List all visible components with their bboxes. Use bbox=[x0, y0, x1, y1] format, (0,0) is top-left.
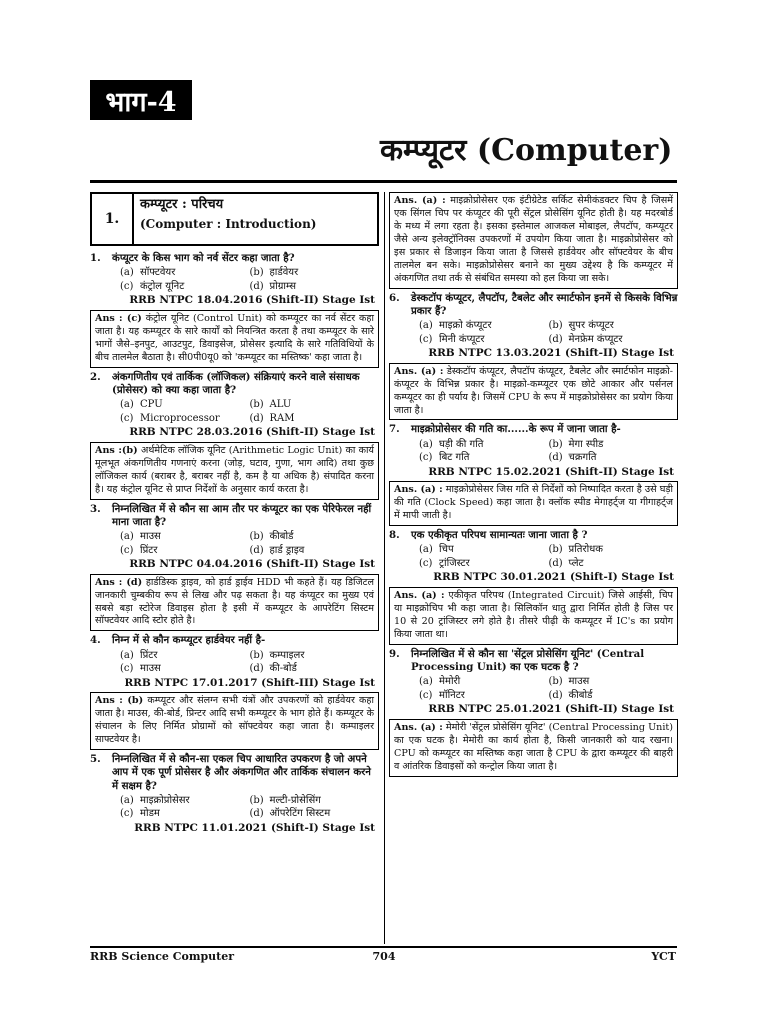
option-key: (a) bbox=[120, 649, 134, 661]
answer-text: कंट्रोल यूनिट (Control Unit) को कम्प्यूटर का नर्व सेंटर कहा जाता है। यह कम्प्यूटर के सारे कार्यों को नियन्त्रित करता है तथा कम्प्यूटर के सारे भागों जैसे–इनपुट, आउटपुट, डिवाइसेज, प्रोसेसर इत्यादि के सारे गतिविधियों के बीच तालमेल बैठाता है। सी0पी0यू0 को 'कम्प्यूटर का मस्तिष्क' कहा जाता है। bbox=[95, 312, 375, 363]
option-key: (a) bbox=[419, 676, 433, 688]
answer-option bbox=[419, 319, 549, 333]
answer-option bbox=[250, 794, 380, 808]
question-text: एक एकीकृत परिपथ सामान्यतः जाना जाता है ? bbox=[411, 529, 588, 542]
answer-option bbox=[120, 412, 250, 426]
answer-explanation bbox=[90, 310, 379, 368]
answer-options bbox=[389, 543, 678, 570]
answer-text: एकीकृत परिपथ (Integrated Circuit) जिसे आईसी, चिप या माइक्रोचिप भी कहा जाता है। सिलिकॉन धातु द्वारा निर्मित होती है जिस पर 10 से 20 ट्रांजिस्टर लगे होते है। तीसरे पीढ़ी के कम्प्यूटर में IC's का प्रयोग किया जाता था। bbox=[394, 590, 673, 640]
question-text: अंकगणितीय एवं तार्किक (लॉजिकल) संक्रियाएं करने वाले संसाधक (प्रोसेसर) को क्या कहा जाता है? bbox=[112, 370, 360, 396]
answer-label: Ans : (b) bbox=[95, 695, 144, 707]
answer-options bbox=[389, 319, 678, 346]
answer-option bbox=[549, 438, 679, 452]
right-column bbox=[389, 192, 678, 944]
question-text: निम्नलिखित में से कौन-सा एकल चिप आधारित उपकरण है जो अपने आप में एक पूर्ण प्रोसेसर है और अंकगणित और तार्किक संचालन करने में सक्षम है? bbox=[112, 753, 371, 792]
answer-option bbox=[549, 333, 679, 347]
question-number: 8. bbox=[389, 529, 400, 542]
question bbox=[90, 503, 379, 530]
option-key: (b) bbox=[249, 531, 264, 543]
answer-explanation bbox=[90, 574, 379, 632]
option-text: कीबोर्ड bbox=[568, 689, 593, 701]
answer-label: Ans. (a) : bbox=[394, 484, 443, 496]
option-key: (d) bbox=[249, 280, 264, 292]
option-key: (b) bbox=[548, 438, 563, 450]
question-number: 4. bbox=[90, 634, 101, 647]
option-key: (d) bbox=[548, 689, 563, 701]
question-number: 9. bbox=[389, 647, 400, 660]
footer-page-number: 704 bbox=[372, 950, 396, 963]
answer-option bbox=[120, 807, 250, 821]
option-text: मिनी कंप्यूटर bbox=[439, 333, 485, 345]
option-text: चिप bbox=[439, 544, 454, 556]
option-text: प्रतिरोधक bbox=[568, 544, 603, 556]
option-text: माउस bbox=[568, 676, 590, 688]
option-text: माइक्रो कंप्यूटर bbox=[439, 320, 492, 332]
option-text: RAM bbox=[269, 412, 295, 424]
option-text: कंट्रोल यूनिट bbox=[140, 280, 185, 292]
answer-options bbox=[90, 266, 379, 293]
option-key: (b) bbox=[249, 794, 264, 806]
option-key: (a) bbox=[120, 794, 134, 806]
option-key: (c) bbox=[419, 333, 433, 345]
exam-reference: RRB NTPC 30.01.2021 (Shift-I) Stage Ist bbox=[433, 571, 674, 584]
question bbox=[389, 423, 678, 436]
option-key: (b) bbox=[548, 320, 563, 332]
answer-option bbox=[549, 689, 679, 703]
answer-option bbox=[120, 662, 250, 676]
answer-options bbox=[389, 675, 678, 702]
answer-label: Ans. (a) : bbox=[394, 195, 446, 206]
answer-explanation bbox=[389, 481, 678, 526]
option-text: CPU bbox=[140, 399, 163, 411]
question-text: निम्नलिखित में से कौन सा आम तौर पर कंप्यूटर का एक पेरिफेरल नहीं माना जाता है? bbox=[112, 502, 372, 528]
option-text: हार्ड ड्राइव bbox=[269, 544, 305, 556]
answer-text: मेमोरी 'सेंट्रल प्रोसेसिंग यूनिट' (Central Processing Unit) का एक घटक है। मेमोरी का कार्य होता है, किसी जानकारी को याद रखना। CPU को कम्प्यूटर का मस्तिष्क कहा जाता है CPU के द्वारा कम्प्यूटर की बाहरी व आंतरिक डिवाइसों को कन्ट्रोल किया जाता है। bbox=[394, 721, 673, 772]
option-text: घड़ी की गति bbox=[439, 438, 484, 450]
answer-option bbox=[250, 544, 380, 558]
option-key: (b) bbox=[249, 649, 264, 661]
option-key: (c) bbox=[120, 663, 134, 675]
answer-option bbox=[419, 438, 549, 452]
answer-option bbox=[419, 333, 549, 347]
option-text: की-बोर्ड bbox=[269, 663, 297, 675]
exam-reference: RRB NTPC 11.01.2021 (Shift-I) Stage Ist bbox=[134, 821, 375, 834]
answer-text: कम्प्यूटर और संलग्न सभी यंत्रों और उपकरणों को हार्डवेयर कहा जाता है। माउस, की-बोर्ड, प्रिन्टर आदि सभी कम्प्यूटर के भाग होते हैं। कम्प्यूटर के संचालन के लिए निर्मित प्रोग्रामों को सॉफ्टवेयर कहा जाता है। कम्पाइलर साफ्टवेयर है। bbox=[95, 695, 375, 746]
answer-label: Ans : (d) bbox=[95, 576, 143, 588]
option-key: (b) bbox=[249, 399, 264, 411]
section-title bbox=[134, 194, 377, 244]
answer-label: Ans. (a) : bbox=[394, 721, 443, 733]
option-text: सुपर कंप्यूटर bbox=[568, 320, 614, 332]
option-key: (d) bbox=[249, 808, 264, 820]
left-column bbox=[90, 192, 379, 944]
answer-explanation bbox=[90, 692, 379, 750]
answer-option bbox=[250, 412, 380, 426]
exam-reference: RRB NTPC 13.03.2021 (Shift-II) Stage Ist bbox=[428, 347, 674, 360]
option-key: (c) bbox=[120, 412, 134, 424]
question-text: माइक्रोप्रोसेसर की गति का......के रूप में जाना जाता है- bbox=[411, 423, 621, 436]
answer-option bbox=[250, 662, 380, 676]
question-number: 7. bbox=[389, 423, 400, 436]
option-text: कीबोर्ड bbox=[269, 531, 294, 543]
section-number: 1. bbox=[92, 194, 134, 244]
option-key: (c) bbox=[419, 689, 433, 701]
part-badge: भाग-4 bbox=[90, 80, 192, 120]
question-text: निम्न में से कौन कम्प्यूटर हार्डवेयर नहीं है- bbox=[112, 634, 266, 647]
option-key: (a) bbox=[120, 267, 134, 279]
answer-label: Ans. (a) : bbox=[394, 365, 444, 377]
question bbox=[90, 252, 379, 265]
answer-options bbox=[389, 438, 678, 465]
option-key: (a) bbox=[419, 544, 433, 556]
answer-option bbox=[419, 543, 549, 557]
answer-options bbox=[90, 530, 379, 557]
question bbox=[90, 753, 379, 793]
option-text: ट्रांजिस्टर bbox=[439, 557, 470, 569]
option-text: मेनफ्रेम कंप्यूटर bbox=[568, 333, 623, 345]
exam-reference: RRB NTPC 18.04.2016 (Shift-II) Stage Ist bbox=[129, 294, 375, 307]
answer-option bbox=[549, 543, 679, 557]
option-key: (a) bbox=[419, 320, 433, 332]
option-text: प्रिंटर bbox=[140, 544, 158, 556]
answer-option bbox=[120, 398, 250, 412]
option-text: हार्डवेयर bbox=[269, 267, 299, 279]
answer-option bbox=[419, 675, 549, 689]
option-key: (d) bbox=[249, 663, 264, 675]
option-key: (d) bbox=[249, 544, 264, 556]
option-text: मेगा स्पीड bbox=[568, 438, 604, 450]
answer-explanation bbox=[389, 719, 678, 777]
answer-option bbox=[120, 794, 250, 808]
option-text: बिट गति bbox=[439, 452, 470, 464]
option-text: ऑपरेटिंग सिस्टम bbox=[269, 808, 331, 820]
answer-text: माइक्रोप्रोसेसर जिस गति से निर्देशों को निष्पादित करता है उसे घड़ी की गति (Clock Speed) कहा जाता है। क्लॉक स्पीड मेगाहर्ट्ज या गीगाहर्ट्ज में मापी जाती है। bbox=[394, 484, 674, 522]
question-text: डेस्कटॉप कंप्यूटर, लैपटॉप, टैबलेट और स्मार्टफोन इनमें से किसके विभिन्न प्रकार हैं? bbox=[411, 291, 678, 317]
option-text: सॉफ्टवेयर bbox=[140, 267, 176, 279]
exam-reference: RRB NTPC 25.01.2021 (Shift-II) Stage Ist bbox=[428, 703, 674, 716]
option-key: (d) bbox=[548, 333, 563, 345]
answer-option bbox=[120, 544, 250, 558]
question bbox=[90, 634, 379, 647]
column-divider bbox=[384, 192, 385, 944]
option-text: मल्टी-प्रोसेसिंग bbox=[269, 794, 321, 806]
answer-options bbox=[90, 398, 379, 425]
option-key: (a) bbox=[120, 399, 134, 411]
answer-option bbox=[419, 689, 549, 703]
question bbox=[389, 292, 678, 319]
answer-option bbox=[549, 319, 679, 333]
option-key: (b) bbox=[548, 544, 563, 556]
option-key: (c) bbox=[419, 557, 433, 569]
answer-option bbox=[549, 451, 679, 465]
question-number: 1. bbox=[90, 252, 101, 264]
answer-option bbox=[250, 807, 380, 821]
option-key: (b) bbox=[249, 267, 264, 279]
option-key: (d) bbox=[548, 557, 563, 569]
question-number: 5. bbox=[90, 753, 101, 766]
answer-option bbox=[250, 266, 380, 280]
answer-label: Ans :(b) bbox=[95, 444, 138, 456]
option-key: (a) bbox=[419, 438, 433, 450]
option-text: प्रिंटर bbox=[140, 649, 158, 661]
option-text: माउस bbox=[140, 531, 161, 543]
answer-option bbox=[120, 649, 250, 663]
answer-text: माइक्रोप्रोसेसर एक इंटीग्रेटेड सर्किट सेमीकंडक्टर चिप है जिसमें एक सिंगल चिप पर कंप्यूटर की पूरी सेंट्रल प्रोसेसिंग यूनिट होती है। यह मदरबोर्ड के मध्य में लगा रहता है। इसका इस्तेमाल आजकल मोबाइल, लैपटॉप, कम्प्यूटर जैसे अन्य इलेक्ट्रॉनिक्स उपकरणों में उपयोग किया जाता है। माइक्रोप्रोसेसर को इस प्रकार से डिजाइन किया जाता है जिससे हार्डवेयर और सॉफ्टवेयर के बीच तालमेल बन सके। माइक्रोप्रोसेसर बनाने का मुख्य उद्देश्य है कि कम्प्यूटर में अंकगणित तथा तर्क से संबंधित समस्या को हल किया जा सके। bbox=[394, 195, 673, 284]
top-rule bbox=[90, 180, 677, 183]
answer-option bbox=[120, 266, 250, 280]
answer-option bbox=[250, 398, 380, 412]
option-key: (b) bbox=[548, 676, 563, 688]
question-text: निम्नलिखित में से कौन सा 'सेंट्रल प्रोसेसिंग यूनिट' (Central Processing Unit) का एक घटक है ? bbox=[411, 647, 645, 674]
question-number: 6. bbox=[389, 291, 400, 304]
option-key: (c) bbox=[120, 808, 134, 820]
option-text: कम्पाइलर bbox=[269, 649, 305, 661]
question bbox=[389, 529, 678, 542]
section-header bbox=[90, 192, 379, 246]
answer-options bbox=[90, 794, 379, 821]
answer-label: Ans : (c) bbox=[95, 312, 142, 324]
option-text: चक्रगति bbox=[568, 452, 597, 464]
answer-explanation bbox=[389, 587, 678, 645]
answer-option bbox=[419, 557, 549, 571]
option-key: (d) bbox=[548, 452, 563, 464]
answer-option bbox=[120, 280, 250, 294]
option-key: (c) bbox=[120, 280, 134, 292]
section-title-english: (Computer : Introduction) bbox=[140, 216, 317, 231]
answer-options bbox=[90, 649, 379, 676]
answer-explanation bbox=[389, 363, 678, 421]
option-text: प्रोग्राम्स bbox=[269, 280, 297, 292]
exam-reference: RRB NTPC 04.04.2016 (Shift-II) Stage Ist bbox=[129, 558, 375, 571]
option-text: Microprocessor bbox=[140, 412, 220, 424]
question bbox=[389, 648, 678, 675]
option-key: (a) bbox=[120, 531, 134, 543]
answer-option bbox=[250, 649, 380, 663]
left-question-list bbox=[90, 252, 379, 835]
footer-publisher: YCT bbox=[651, 950, 676, 963]
answer-text: डेस्कटॉप कंप्यूटर, लैपटॉप कंप्यूटर, टैबलेट और स्मार्टफोन माइक्रो-कंप्यूटर के विभिन्न प्रकार है। माइक्रो-कम्प्यूटर एक छोटे आकार और पर्सनल कम्प्यूटर का ही पर्याय है। जिसमें CPU के रूप में माइक्रोप्रोसेसर का प्रयोग किया जाता है। bbox=[394, 365, 673, 416]
answer-option bbox=[250, 280, 380, 294]
exam-reference: RRB NTPC 15.02.2021 (Shift-II) Stage Ist bbox=[428, 465, 674, 478]
answer-option bbox=[549, 557, 679, 571]
question-text: कंप्यूटर के किस भाग को नर्व सेंटर कहा जाता है? bbox=[112, 252, 295, 264]
right-question-list bbox=[389, 192, 678, 777]
option-text: मॉनिटर bbox=[439, 689, 465, 701]
question bbox=[90, 371, 379, 398]
question-number: 2. bbox=[90, 370, 101, 383]
option-text: मोडम bbox=[140, 808, 160, 820]
answer-option bbox=[419, 451, 549, 465]
option-key: (c) bbox=[419, 452, 433, 464]
chapter-title: कम्प्यूटर (Computer) bbox=[380, 133, 673, 168]
footer-book-title: RRB Science Computer bbox=[90, 950, 235, 963]
section-title-hindi: कम्प्यूटर : परिचय bbox=[140, 197, 224, 212]
option-text: माउस bbox=[140, 663, 161, 675]
answer-option bbox=[549, 675, 679, 689]
option-key: (d) bbox=[249, 412, 264, 424]
option-text: ALU bbox=[269, 399, 292, 411]
question-number: 3. bbox=[90, 502, 101, 515]
answer-explanation bbox=[90, 442, 379, 500]
answer-label: Ans. (a) : bbox=[394, 590, 445, 602]
answer-option bbox=[120, 530, 250, 544]
option-key: (c) bbox=[120, 544, 134, 556]
answer-text: हार्डडिस्क ड्राइव, को हार्ड ड्राईव HDD भी कहते हैं। यह डिजिटल जानकारी चुम्बकीय रूप से लिख और पढ़ सकता है। यह कंप्यूटर का मुख्य एवं सबसे बड़ा स्टोरेज डिवाइस होता है इसी में कम्प्यूटर के आपरेटिंग सिस्टम सॉफ्टवेयर आदि स्टोर होते है। bbox=[95, 576, 374, 627]
bottom-rule bbox=[90, 946, 677, 948]
answer-option bbox=[250, 530, 380, 544]
exam-reference: RRB NTPC 17.01.2017 (Shift-III) Stage Ist bbox=[124, 676, 375, 689]
exam-reference: RRB NTPC 28.03.2016 (Shift-II) Stage Ist bbox=[129, 426, 375, 439]
option-text: मेमोरी bbox=[439, 676, 461, 688]
answer-text: अर्थमेटिक लॉजिक यूनिट (Arithmetic Logic Unit) का कार्य मूलभूत अंकगणितीय गणनाएं करना (जोड़, घटाव, गुणा, भाग आदि) तथा कुछ लॉजिकल कार्य (बराबर है, बराबर नहीं है, कम है या अधिक है) संपादित करना है। यह कंट्रोल यूनिट से प्राप्त निर्देशों के अनुसार कार्य करता है। bbox=[95, 444, 375, 495]
option-text: प्लेट bbox=[568, 557, 584, 569]
option-text: माइक्रोप्रोसेसर bbox=[140, 794, 190, 806]
answer-explanation bbox=[389, 192, 678, 289]
